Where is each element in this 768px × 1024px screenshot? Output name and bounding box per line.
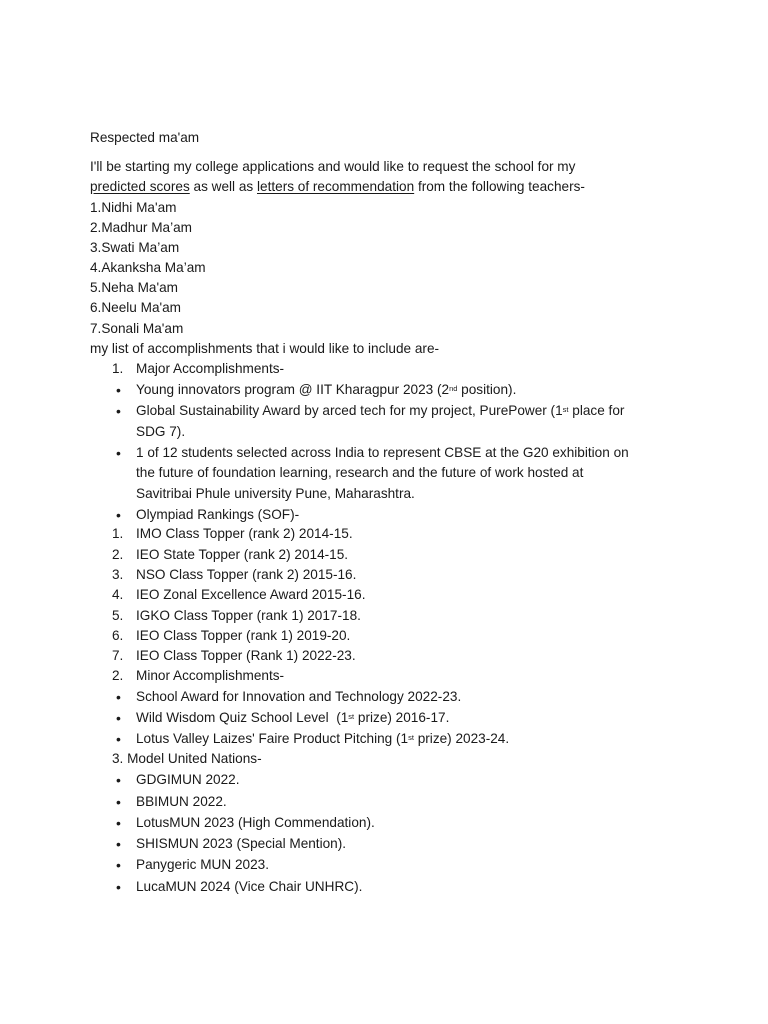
bullet-icon: •: [116, 507, 121, 523]
predicted-scores-text: predicted scores: [90, 179, 190, 194]
list-intro: my list of accomplishments that i would like to include are-: [90, 341, 440, 356]
intro-line-2: predicted scores as well as letters of recommendation from the following teachers-: [90, 179, 585, 194]
teacher-item: 6.Neelu Ma'am: [90, 300, 181, 315]
bullet-icon: •: [116, 403, 121, 419]
letters-of-recommendation-text: letters of recommendation: [257, 179, 415, 194]
greeting: Respected ma'am: [90, 130, 200, 145]
bullet-icon: •: [116, 772, 121, 788]
intro-line-1: I'll be starting my college applications and would like to request the school for my: [90, 159, 576, 174]
teacher-item: 3.Swati Ma’am: [90, 240, 180, 255]
bullet-icon: •: [116, 382, 121, 398]
teacher-item: 7.Sonali Ma'am: [90, 321, 184, 336]
teacher-item: 5.Neha Ma'am: [90, 280, 178, 295]
teacher-item: 2.Madhur Ma’am: [90, 220, 192, 235]
bullet-icon: •: [116, 794, 121, 810]
bullet-icon: •: [116, 689, 121, 705]
teacher-item: 1.Nidhi Ma'am: [90, 200, 177, 215]
bullet-icon: •: [116, 710, 121, 726]
bullet-icon: •: [116, 836, 121, 852]
bullet-icon: •: [116, 857, 121, 873]
bullet-icon: •: [116, 815, 121, 831]
bullet-icon: •: [116, 879, 121, 895]
bullet-icon: •: [116, 445, 121, 461]
teacher-item: 4.Akanksha Ma’am: [90, 260, 206, 275]
bullet-icon: •: [116, 731, 121, 747]
document-page: Respected ma'am I'll be starting my college applications and would like to request the school for my predicted scores as well as letters of recommendation from the following teachers- 1.Nidhi Ma'am 2.Madhur Ma’am 3.Swati Ma’am 4.Akanksha Ma’am 5.Neha Ma'am 6.Neelu Ma'am 7.Sonali Ma'am my list of accomplishments that i would like to include are- 1. Major Accomplishments- • Young innovators program @ IIT Kharagpur 2023 (2nd position). • Global Sustainability Award by arced tech for my project, PurePower (1st place for SDG 7). • 1 of 12 students selected across India to represent CBSE at the G20 exhibition on the future of foundation learning, research and the future of work hosted at Savitribai Phule university Pune, Maharashtra. • Olympiad Rankings (SOF)- 1. IMO Class Topper (rank 2) 2014-15. 2. IEO State Topper (rank 2) 2014-15. 3. NSO Class Topper (rank 2) 2015-16. 4. IEO Zonal Excellence Award 2015-16. 5. IGKO Class Topper (rank 1) 2017-18. 6. IEO Class Topper (rank 1) 2019-20. 7. IEO Class Topper (Rank 1) 2022-23. 2. Minor Accomplishments- • School Award for Innovation and Technology 2022-23. • Wild Wisdom Quiz School Level (1st prize) 2016-17. • Lotus Valley Laizes' Faire Product Pitching (1st prize) 2023-24. 3. Model United Nations- • GDGIMUN 2022. • BBIMUN 2022. • LotusMUN 2023 (High Commendation). • SHISMUN 2023 (Special Mention). • Panygeric MUN 2023. • LucaMUN 2024 (Vice Chair UNHRC).: [90, 130, 629, 895]
